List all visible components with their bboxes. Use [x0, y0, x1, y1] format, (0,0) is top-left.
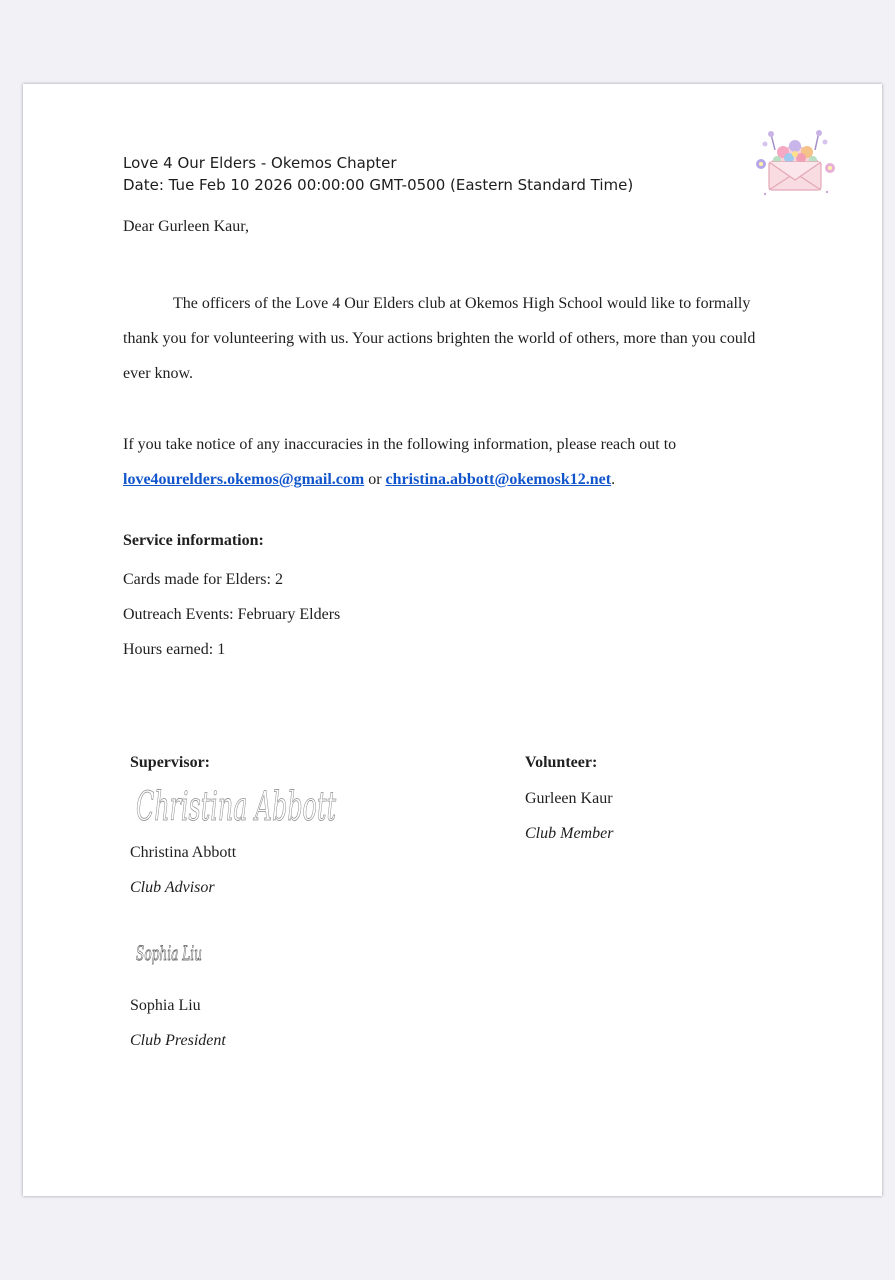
outreach-events-line: Outreach Events: February Elders	[123, 606, 341, 623]
supervisor-heading: Supervisor:	[130, 754, 210, 771]
thank-you-paragraph: The officers of the Love 4 Our Elders club at Okemos High School would like to formally thank you for volunteering with us. Your actions brighten the world of others, more than you could ever know.	[123, 295, 756, 382]
advisor-role: Club Advisor	[130, 879, 215, 896]
advisor-name: Christina Abbott	[130, 844, 237, 861]
letter-date: Date: Tue Feb 10 2026 00:00:00 GMT-0500 (Eastern Standard Time)	[123, 176, 634, 194]
advisor-signature	[134, 776, 340, 834]
volunteer-role: Club Member	[525, 825, 614, 842]
club-email-link[interactable]: love4ourelders.okemos@gmail.com	[123, 471, 365, 488]
org-name: Love 4 Our Elders - Okemos Chapter	[123, 154, 397, 172]
or-text: or	[368, 471, 382, 488]
president-role: Club President	[130, 1032, 226, 1049]
period: .	[611, 471, 616, 488]
president-name: Sophia Liu	[130, 997, 201, 1014]
hours-earned-line: Hours earned: 1	[123, 641, 226, 658]
salutation: Dear Gurleen Kaur,	[123, 218, 249, 235]
contact-intro: If you take notice of any inaccuracies in the following information, please reach out to	[123, 436, 677, 453]
contact-paragraph	[123, 427, 783, 497]
advisor-email-link[interactable]: christina.abbott@okemosk12.net	[385, 471, 612, 488]
letter-header	[123, 152, 633, 196]
svg-text:Sophia Liu: Sophia Liu	[136, 941, 202, 965]
president-signature	[134, 934, 210, 974]
flower-envelope-icon	[753, 128, 837, 198]
volunteer-name: Gurleen Kaur	[525, 790, 613, 807]
volunteer-heading: Volunteer:	[525, 754, 598, 771]
service-info-heading: Service information:	[123, 532, 264, 549]
svg-text:Christina Abbott: Christina Abbott	[136, 784, 337, 830]
letter-page	[23, 84, 882, 1196]
cards-made-line: Cards made for Elders: 2	[123, 571, 283, 588]
